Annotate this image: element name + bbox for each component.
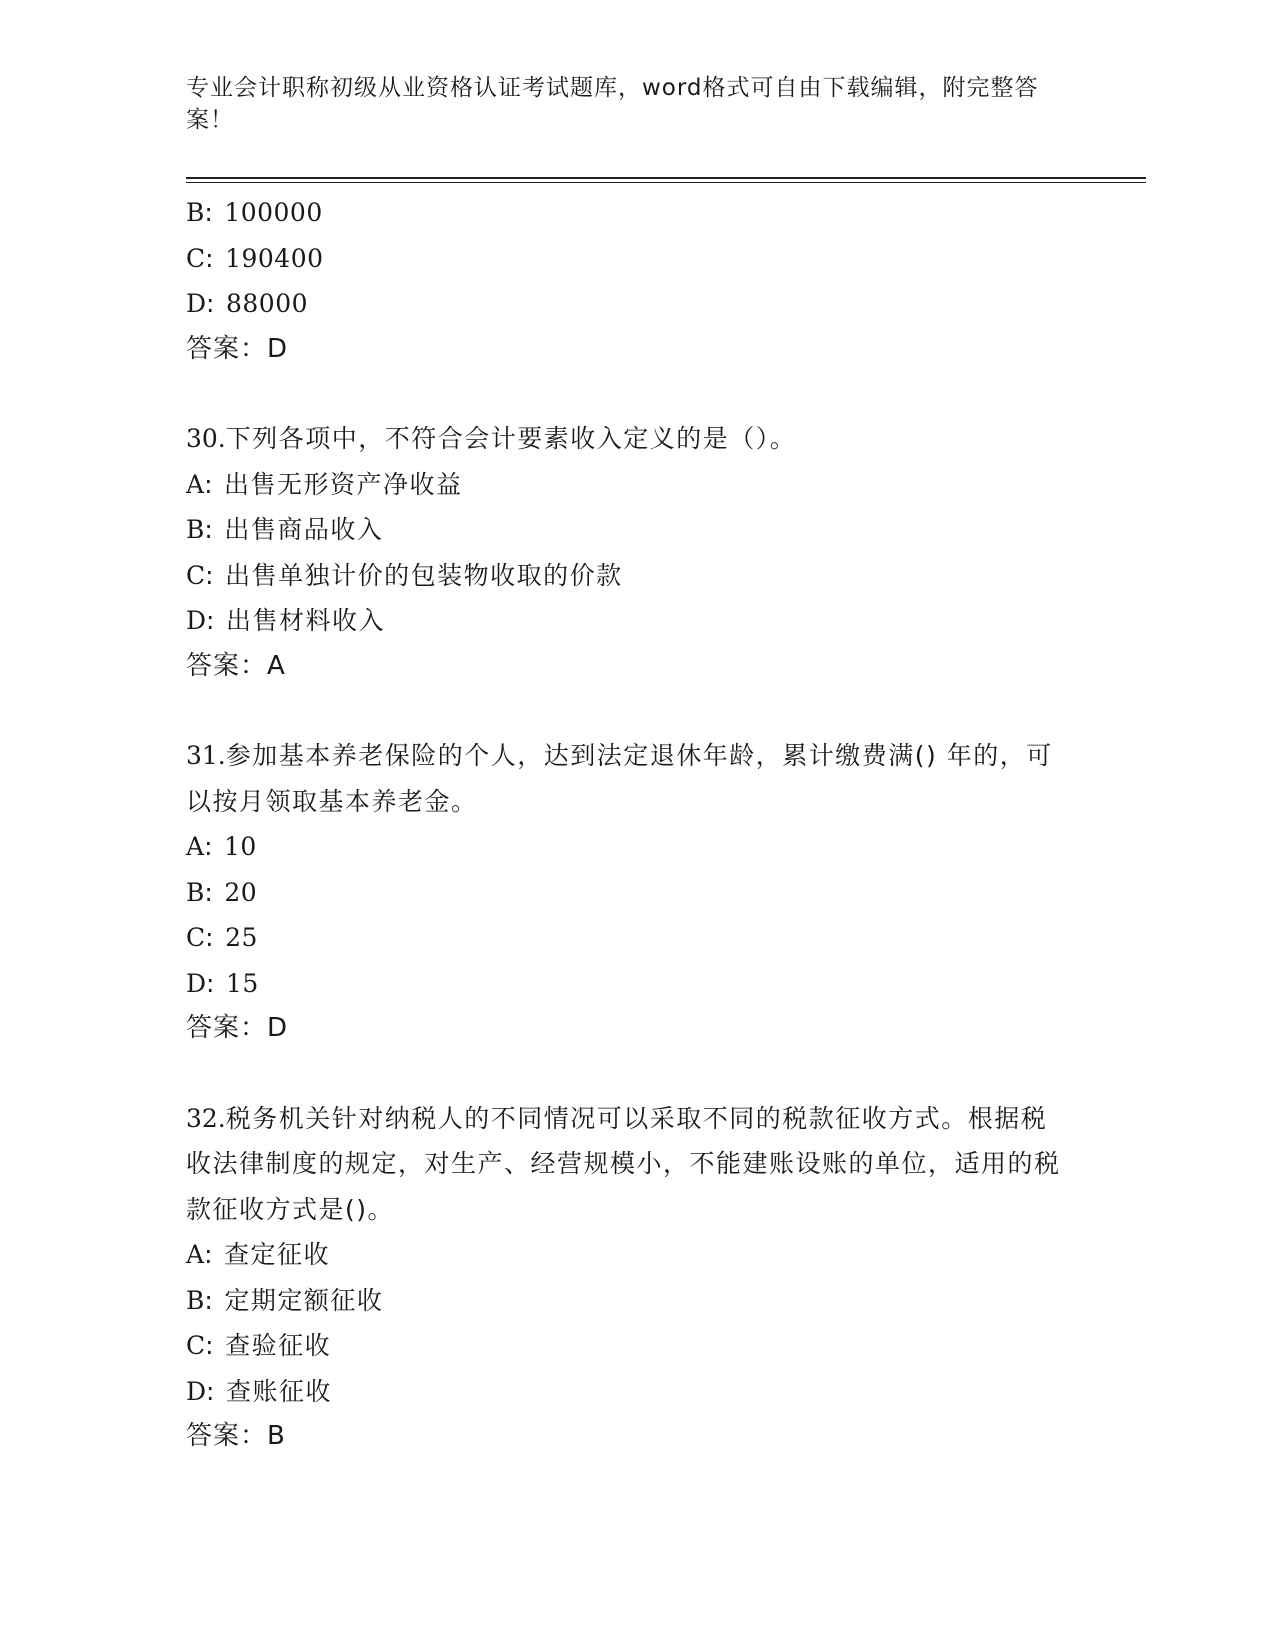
option-text: 出售材料收入: [225, 606, 385, 635]
option-text: 出售无形资产净收益: [224, 469, 463, 499]
question-block-31: [186, 733, 1066, 1052]
option-line: D: 88000: [186, 289, 309, 318]
option-key: B: [186, 1285, 205, 1315]
option-line: A: 出售无形资产净收益: [186, 469, 463, 499]
question-number: 32.: [186, 1103, 226, 1133]
option-key: C: [186, 243, 206, 273]
prev-question-block: [186, 190, 1066, 372]
option-line: B: 定期定额征收: [186, 1285, 384, 1315]
option-key: B: [186, 515, 205, 544]
option-line: B: 20: [186, 877, 258, 907]
option-key: C: [186, 923, 206, 952]
option-line: D: 查账征收: [186, 1376, 332, 1406]
question-text: 32.税务机关针对纳税人的不同情况可以采取不同的税款征收方式。根据税收法律制度的规定，对生产、经营规模小，不能建账设账的单位，适用的税款征收方式是()。: [186, 1103, 1061, 1224]
option-text: 20: [224, 877, 258, 907]
option-key: A: [186, 832, 205, 861]
option-key: A: [186, 1240, 205, 1269]
option-key: C: [186, 560, 206, 590]
option-text: 10: [224, 832, 257, 861]
header-divider-thick: [186, 177, 1146, 179]
option-text: 25: [225, 923, 258, 952]
option-key: D: [186, 606, 207, 635]
option-key: A: [186, 469, 205, 499]
question-text: 31.参加基本养老保险的个人，达到法定退休年龄，累计缴费满() 年的，可以按月领取基本养老金。: [186, 741, 1053, 816]
option-text: 190400: [225, 243, 324, 273]
answer-line: 答案：A: [186, 650, 286, 681]
option-key: D: [186, 289, 207, 318]
answer-line: 答案：D: [186, 1013, 289, 1043]
option-line: C: 查验征收: [186, 1331, 332, 1360]
question-text: 30.下列各项中，不符合会计要素收入定义的是（）。: [186, 424, 797, 453]
option-key: D: [186, 968, 207, 998]
option-text: 出售商品收入: [224, 515, 384, 544]
option-text: 出售单独计价的包装物收取的价款: [225, 560, 623, 590]
option-text: 查验征收: [225, 1331, 332, 1360]
answer-line: 答案：B: [186, 1421, 286, 1451]
option-key: B: [186, 198, 205, 227]
option-text: 88000: [225, 289, 309, 318]
option-key: C: [186, 1331, 206, 1360]
question-number: 30.: [186, 424, 226, 453]
option-key: B: [186, 877, 205, 907]
option-line: B: 100000: [186, 198, 323, 227]
option-line: C: 190400: [186, 243, 324, 273]
option-line: C: 出售单独计价的包装物收取的价款: [186, 560, 623, 590]
question-list: [186, 190, 1066, 1460]
option-text: 15: [225, 968, 259, 998]
option-text: 查定征收: [224, 1240, 331, 1269]
option-text: 定期定额征收: [224, 1285, 384, 1315]
question-block-30: [186, 416, 1066, 689]
question-block-32: [186, 1096, 1066, 1460]
option-line: D: 15: [186, 968, 259, 998]
header-divider-thin: [186, 182, 1146, 183]
option-key: D: [186, 1376, 207, 1406]
option-line: D: 出售材料收入: [186, 606, 385, 635]
option-line: A: 10: [186, 832, 257, 861]
question-number: 31.: [186, 741, 226, 770]
option-line: C: 25: [186, 923, 258, 952]
answer-line: 答案：D: [186, 333, 289, 364]
page-header: 专业会计职称初级从业资格认证考试题库，word格式可自由下载编辑，附完整答案！: [186, 75, 1039, 133]
option-text: 100000: [224, 198, 323, 227]
option-line: A: 查定征收: [186, 1240, 331, 1269]
option-text: 查账征收: [225, 1376, 332, 1406]
option-line: B: 出售商品收入: [186, 515, 384, 544]
